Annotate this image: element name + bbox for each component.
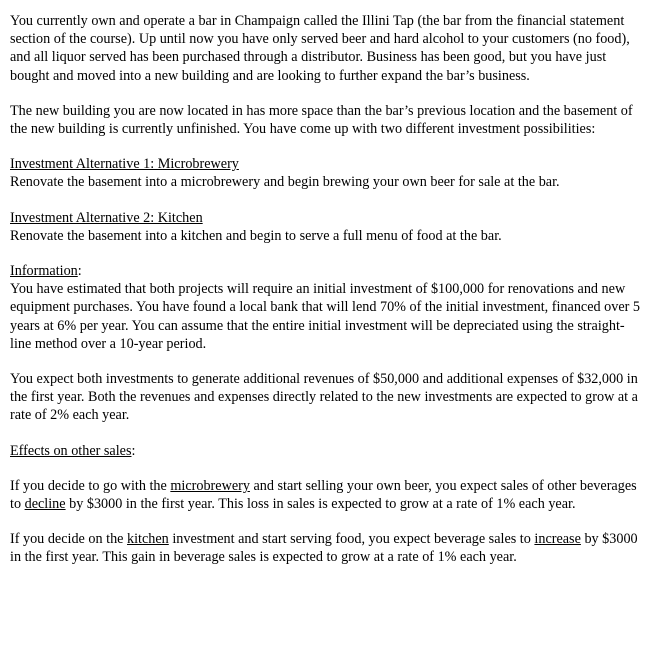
information-heading-line: [10, 262, 645, 280]
effects-heading-line: [10, 442, 645, 460]
kitchen-text-3: by $3000 in the first year. This gain in beverage sales is expected to grow at a rate of 1% each year.: [10, 531, 638, 566]
kitchen-text-2: investment and start serving food, you expect beverage sales to: [168, 531, 535, 548]
kitchen-text-1: If you decide on the: [10, 531, 128, 548]
document-page: [10, 12, 645, 584]
alternative-2-heading: Investment Alternative 2: Kitchen: [10, 209, 203, 226]
revenues-paragraph: You expect both investments to generate additional revenues of $50,000 and additional expenses of $32,000 in the first year. Both the revenues and expenses directly related to the new investments are expected to grow at a rate of 2% each year.: [10, 371, 638, 424]
kitchen-underlined-kitchen: kitchen: [127, 531, 169, 548]
alternative-2-section: [10, 209, 645, 245]
kitchen-underlined-increase: increase: [534, 531, 581, 548]
micro-text-3: by $3000 in the first year. This loss in sales is expected to grow at a rate of 1% each year.: [65, 496, 576, 513]
information-heading: Information: [10, 263, 78, 280]
effects-heading: Effects on other sales: [10, 442, 132, 459]
information-section: [10, 262, 645, 353]
micro-underlined-decline: decline: [24, 496, 66, 513]
alternative-1-description: Renovate the basement into a microbrewery and begin brewing your own beer for sale at the bar.: [10, 174, 560, 191]
intro-paragraph: You currently own and operate a bar in Champaign called the Illini Tap (the bar from the financial statement section of the course). Up until now you have only served beer and hard alcohol to your customers (no food), and all liquor served has been purchased through a distributor. Business has been good, but you have just bought and moved into a new building and are looking to further expand the bar’s business.: [10, 13, 630, 84]
kitchen-effect-paragraph: [10, 530, 645, 566]
micro-text-2: and start selling your own beer, you expect sales of other beverages to: [10, 477, 637, 513]
micro-text-1: If you decide to go with the: [10, 477, 171, 494]
alternative-2-description: Renovate the basement into a kitchen and begin to serve a full menu of food at the bar.: [10, 227, 502, 244]
alternative-1-heading: Investment Alternative 1: Microbrewery: [10, 156, 239, 173]
new-building-paragraph: The new building you are now located in has more space than the bar’s previous location and the basement of the new building is currently unfinished. You have come up with two different investment possibilities:: [10, 102, 633, 138]
information-colon: :: [77, 263, 82, 280]
information-body: You have estimated that both projects will require an initial investment of $100,000 for renovations and new equipment purchases. You have found a local bank that will lend 70% of the initial investment, financed over 5 years at 6% per year. You can assume that the entire initial investment will be depreciated using the straight-line method over a 10-year period.: [10, 281, 641, 352]
micro-underlined-microbrewery: microbrewery: [170, 477, 250, 494]
effects-colon: :: [131, 442, 136, 459]
microbrewery-effect-paragraph: [10, 477, 645, 513]
alternative-1-section: [10, 155, 645, 191]
